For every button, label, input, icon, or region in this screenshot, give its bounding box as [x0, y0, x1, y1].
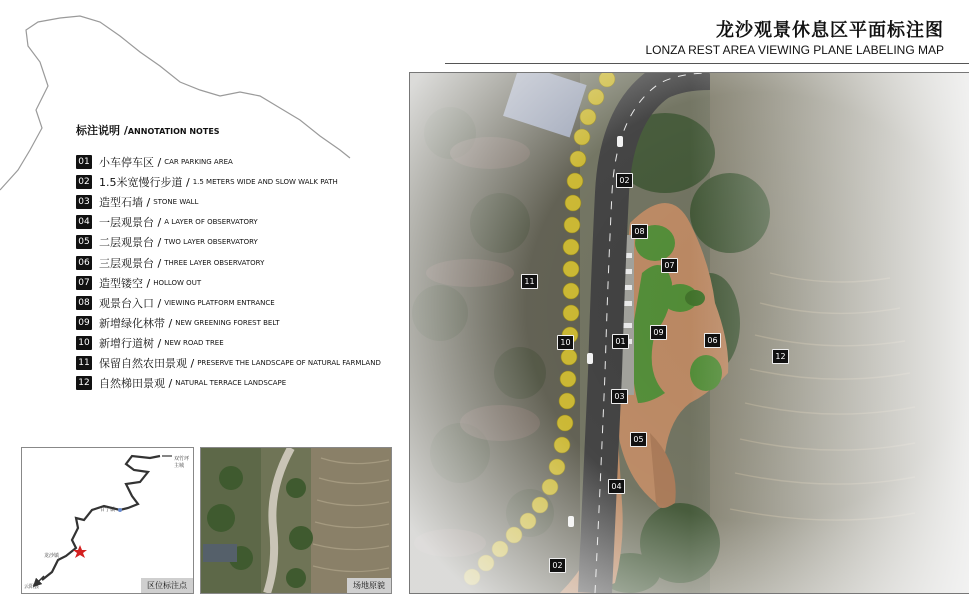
note-number-badge: 08 — [76, 296, 92, 310]
annotation-notes — [76, 122, 406, 393]
note-item — [76, 293, 406, 313]
note-item — [76, 192, 406, 212]
location-caption: 区位标注点 — [141, 578, 193, 593]
note-label-cn: 一层观景台 / — [99, 216, 162, 230]
note-label-cn: 新增行道树 / — [99, 336, 162, 350]
note-number-badge: 05 — [76, 235, 92, 249]
map-label-01: 01 — [612, 334, 629, 349]
note-label-en: VIEWING PLATFORM ENTRANCE — [164, 298, 275, 307]
place-low: 龙沙镇 — [44, 553, 60, 559]
place-top: 双竹坪 — [174, 456, 190, 462]
note-label-cn: 造型镂空 / — [99, 276, 151, 290]
note-label-en: A LAYER OF OBSERVATORY — [164, 218, 258, 227]
note-label-en: CAR PARKING AREA — [164, 158, 233, 167]
map-label-07: 07 — [661, 258, 678, 273]
note-label-en: NEW ROAD TREE — [164, 338, 224, 347]
page-subtitle: LONZA REST AREA VIEWING PLANE LABELING MAP — [645, 43, 944, 57]
note-label-en: TWO LAYER OBSERVATORY — [164, 238, 258, 247]
note-label-en: THREE LAYER OBSERVATORY — [164, 258, 265, 267]
site-plan-map — [409, 72, 969, 594]
map-label-05: 05 — [630, 432, 647, 447]
note-label-cn: 造型石墙 / — [99, 196, 151, 210]
page-title: 龙沙观景休息区平面标注图 — [716, 20, 944, 41]
note-number-badge: 06 — [76, 256, 92, 270]
note-list — [76, 152, 406, 393]
map-label-02-bottom: 02 — [549, 558, 566, 573]
note-number-badge: 01 — [76, 155, 92, 169]
note-number-badge: 10 — [76, 336, 92, 350]
place-top-sub: 主城 — [174, 463, 185, 469]
note-number-badge: 03 — [76, 195, 92, 209]
location-route-map — [22, 448, 193, 593]
note-number-badge: 11 — [76, 356, 92, 370]
map-label-02-top: 02 — [616, 173, 633, 188]
site-photo-inset — [200, 447, 392, 594]
note-label-cn: 观景台入口 / — [99, 296, 162, 310]
note-label-en: 1.5 METERS WIDE AND SLOW WALK PATH — [192, 178, 338, 187]
town-marker — [118, 508, 122, 512]
map-label-11: 11 — [521, 274, 538, 289]
map-label-12: 12 — [772, 349, 789, 364]
site-photo — [201, 448, 391, 593]
note-number-badge: 12 — [76, 376, 92, 390]
map-label-04: 04 — [608, 479, 625, 494]
place-bottom: 云阳县 — [24, 584, 40, 590]
map-label-06: 06 — [704, 333, 721, 348]
note-item — [76, 313, 406, 333]
note-item — [76, 353, 406, 373]
photo-caption: 场地原貌 — [347, 578, 391, 593]
note-item — [76, 232, 406, 252]
note-label-cn: 二层观景台 / — [99, 236, 162, 250]
note-item — [76, 172, 406, 192]
note-label-cn: 新增绿化林带 / — [99, 316, 173, 330]
note-item — [76, 212, 406, 232]
note-item — [76, 373, 406, 393]
note-item — [76, 273, 406, 293]
note-label-en: STONE WALL — [153, 198, 199, 207]
note-label-cn: 小车停车区 / — [99, 156, 162, 170]
notes-title-cn: 标注说明 / — [76, 124, 128, 137]
note-item — [76, 333, 406, 353]
map-label-03: 03 — [611, 389, 628, 404]
place-mid: 甘宁镇 — [100, 507, 116, 513]
note-number-badge: 09 — [76, 316, 92, 330]
map-label-10: 10 — [557, 335, 574, 350]
note-item — [76, 252, 406, 272]
header-divider — [445, 63, 969, 64]
notes-title — [76, 122, 406, 138]
map-label-09: 09 — [650, 325, 667, 340]
note-label-cn: 三层观景台 / — [99, 256, 162, 270]
location-inset — [21, 447, 194, 594]
map-label-08: 08 — [631, 224, 648, 239]
note-label-en: PRESERVE THE LANDSCAPE OF NATURAL FARMLAND — [197, 358, 381, 367]
note-number-badge: 07 — [76, 276, 92, 290]
note-number-badge: 04 — [76, 215, 92, 229]
note-label-en: NEW GREENING FOREST BELT — [175, 318, 280, 327]
note-number-badge: 02 — [76, 175, 92, 189]
note-label-cn: 自然梯田景观 / — [99, 377, 173, 391]
note-label-cn: 保留自然农田景观 / — [99, 356, 195, 370]
note-label-cn: 1.5米宽慢行步道 / — [99, 176, 190, 190]
note-label-en: HOLLOW OUT — [153, 278, 202, 287]
note-item — [76, 152, 406, 172]
note-label-en: NATURAL TERRACE LANDSCAPE — [175, 379, 287, 388]
notes-title-en: ANNOTATION NOTES — [127, 127, 220, 136]
header — [645, 20, 944, 58]
site-plan-drawing — [410, 73, 969, 593]
